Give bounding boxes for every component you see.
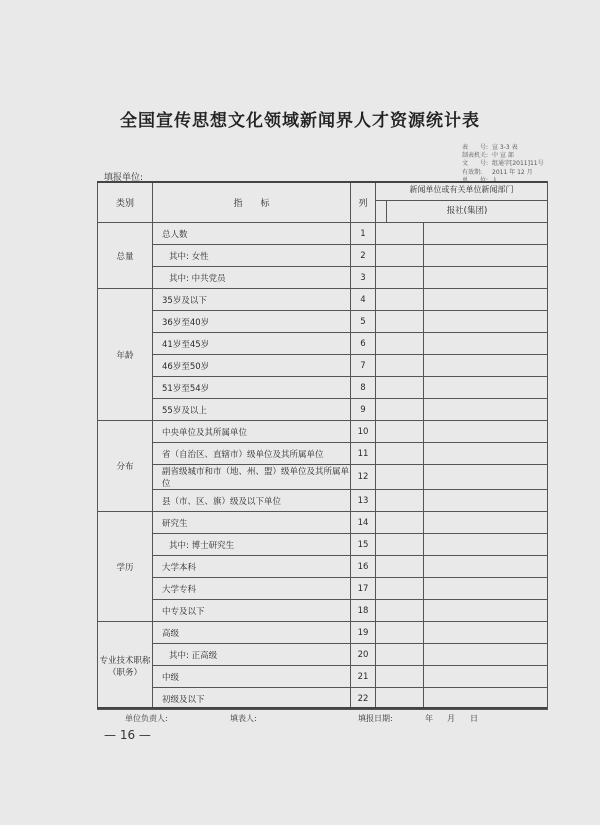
table-row	[98, 399, 548, 421]
news-dept-value-cell[interactable]	[376, 443, 424, 465]
table-row	[98, 289, 548, 311]
meta-value: 组通字[2011]11号	[492, 160, 544, 168]
indicator-cell: 其中: 女性	[153, 245, 351, 267]
table-row	[98, 556, 548, 578]
footer-unit-leader: 单位负责人:	[125, 714, 168, 723]
newspaper-value-cell[interactable]	[424, 311, 548, 333]
news-dept-value-cell[interactable]	[376, 355, 424, 377]
indicator-cell: 其中: 中共党员	[153, 267, 351, 289]
newspaper-value-cell[interactable]	[424, 578, 548, 600]
news-dept-value-cell[interactable]	[376, 512, 424, 534]
news-dept-value-cell[interactable]	[376, 421, 424, 443]
column-number-cell: 12	[351, 465, 376, 490]
column-number-cell: 21	[351, 666, 376, 688]
meta-key: 文 号:	[462, 160, 489, 168]
page-number: — 16 —	[104, 728, 151, 742]
newspaper-value-cell[interactable]	[424, 556, 548, 578]
newspaper-value-cell[interactable]	[424, 490, 548, 512]
indicator-cell: 中级	[153, 666, 351, 688]
indicator-cell: 县（市、区、旗）级及以下单位	[153, 490, 351, 512]
table-row	[98, 377, 548, 399]
table-row	[98, 223, 548, 245]
indicator-cell: 36岁至40岁	[153, 311, 351, 333]
header-category: 类别	[98, 182, 153, 223]
indicator-cell: 省（自治区、直辖市）级单位及其所属单位	[153, 443, 351, 465]
indicator-cell: 46岁至50岁	[153, 355, 351, 377]
indicator-cell: 其中: 博士研究生	[153, 534, 351, 556]
table-row	[98, 534, 548, 556]
news-dept-value-cell[interactable]	[376, 267, 424, 289]
news-dept-value-cell[interactable]	[376, 578, 424, 600]
column-number-cell: 20	[351, 644, 376, 666]
column-number-cell: 22	[351, 688, 376, 710]
header-news-units	[376, 182, 548, 223]
category-cell: 学历	[98, 512, 153, 622]
news-dept-value-cell[interactable]	[376, 289, 424, 311]
table-row	[98, 245, 548, 267]
indicator-cell: 中央单位及其所属单位	[153, 421, 351, 443]
category-cell: 专业技术职称（职务）	[98, 622, 153, 710]
news-dept-value-cell[interactable]	[376, 223, 424, 245]
indicator-cell: 副省级城市和市（地、州、盟）级单位及其所属单位	[153, 465, 351, 490]
newspaper-value-cell[interactable]	[424, 421, 548, 443]
news-dept-value-cell[interactable]	[376, 399, 424, 421]
indicator-cell: 41岁至45岁	[153, 333, 351, 355]
header-news-dept: 新闻单位或有关单位新闻部门	[376, 182, 547, 201]
category-cell: 分布	[98, 421, 153, 512]
table-row	[98, 600, 548, 622]
meta-key: 有效期:	[462, 168, 483, 176]
newspaper-value-cell[interactable]	[424, 245, 548, 267]
category-cell: 总量	[98, 223, 153, 289]
meta-key: 表 号:	[462, 144, 489, 151]
newspaper-value-cell[interactable]	[424, 355, 548, 377]
newspaper-value-cell[interactable]	[424, 333, 548, 355]
table-row	[98, 421, 548, 443]
news-dept-value-cell[interactable]	[376, 311, 424, 333]
header-column: 列	[351, 182, 376, 223]
table-row	[98, 267, 548, 289]
column-number-cell: 8	[351, 377, 376, 399]
meta-row	[462, 169, 544, 177]
newspaper-value-cell[interactable]	[424, 267, 548, 289]
newspaper-value-cell[interactable]	[424, 666, 548, 688]
news-dept-value-cell[interactable]	[376, 534, 424, 556]
table-row	[98, 465, 548, 490]
column-number-cell: 2	[351, 245, 376, 267]
news-dept-value-cell[interactable]	[376, 644, 424, 666]
column-number-cell: 7	[351, 355, 376, 377]
newspaper-value-cell[interactable]	[424, 377, 548, 399]
table-row	[98, 355, 548, 377]
newspaper-value-cell[interactable]	[424, 465, 548, 490]
column-number-cell: 4	[351, 289, 376, 311]
header-indicator: 指 标	[153, 182, 351, 223]
news-dept-value-cell[interactable]	[376, 377, 424, 399]
news-dept-value-cell[interactable]	[376, 490, 424, 512]
news-dept-value-cell[interactable]	[376, 333, 424, 355]
indicator-cell: 55岁及以上	[153, 399, 351, 421]
indicator-cell: 总人数	[153, 223, 351, 245]
indicator-cell: 51岁至54岁	[153, 377, 351, 399]
table-header-row	[98, 182, 548, 223]
meta-row	[462, 160, 544, 168]
indicator-cell: 高级	[153, 622, 351, 644]
column-number-cell: 11	[351, 443, 376, 465]
column-number-cell: 9	[351, 399, 376, 421]
meta-value: 人	[492, 176, 499, 184]
meta-row	[462, 144, 544, 152]
footer-filler: 填表人:	[230, 714, 257, 723]
meta-value: 中 宣 部	[492, 152, 514, 160]
indicator-cell: 大学专科	[153, 578, 351, 600]
indicator-cell: 中专及以下	[153, 600, 351, 622]
indicator-cell: 初级及以下	[153, 688, 351, 710]
newspaper-value-cell[interactable]	[424, 512, 548, 534]
table-row	[98, 490, 548, 512]
column-number-cell: 17	[351, 578, 376, 600]
footer-month: 月	[447, 714, 455, 723]
meta-key: 制表机关:	[462, 152, 489, 160]
column-number-cell: 14	[351, 512, 376, 534]
table-bottom-rule	[97, 707, 547, 709]
indicator-cell: 大学本科	[153, 556, 351, 578]
newspaper-value-cell[interactable]	[424, 223, 548, 245]
newspaper-value-cell[interactable]	[424, 644, 548, 666]
indicator-cell: 其中: 正高级	[153, 644, 351, 666]
table-row	[98, 333, 548, 355]
newspaper-value-cell[interactable]	[424, 289, 548, 311]
news-dept-value-cell[interactable]	[376, 465, 424, 490]
column-number-cell: 18	[351, 600, 376, 622]
table-row	[98, 644, 548, 666]
table-row	[98, 578, 548, 600]
footer-date-label: 填报日期:	[358, 714, 393, 723]
news-dept-value-cell[interactable]	[376, 666, 424, 688]
column-number-cell: 16	[351, 556, 376, 578]
reporting-unit-label: 填报单位:	[104, 173, 144, 183]
table-row	[98, 622, 548, 644]
meta-key: 单 位:	[462, 176, 489, 184]
meta-value: 2011 年 12 月	[492, 168, 533, 176]
indicator-cell: 研究生	[153, 512, 351, 534]
header-newspaper: 报社(集团)	[386, 200, 547, 222]
footer-day: 日	[470, 714, 478, 723]
column-number-cell: 13	[351, 490, 376, 512]
statistics-table	[97, 181, 548, 710]
news-dept-value-cell[interactable]	[376, 556, 424, 578]
news-dept-value-cell[interactable]	[376, 622, 424, 644]
column-number-cell: 1	[351, 223, 376, 245]
news-dept-value-cell[interactable]	[376, 600, 424, 622]
page-title: 全国宣传思想文化领域新闻界人才资源统计表	[120, 111, 480, 131]
table-top-rule	[97, 181, 547, 183]
column-number-cell: 6	[351, 333, 376, 355]
indicator-cell: 35岁及以下	[153, 289, 351, 311]
footer-year: 年	[425, 714, 433, 723]
table-row	[98, 512, 548, 534]
newspaper-value-cell[interactable]	[424, 534, 548, 556]
column-number-cell: 15	[351, 534, 376, 556]
column-number-cell: 19	[351, 622, 376, 644]
table-row	[98, 311, 548, 333]
form-metadata	[462, 144, 544, 185]
newspaper-value-cell[interactable]	[424, 600, 548, 622]
newspaper-value-cell[interactable]	[424, 443, 548, 465]
column-number-cell: 5	[351, 311, 376, 333]
table-row	[98, 443, 548, 465]
newspaper-value-cell[interactable]	[424, 622, 548, 644]
column-number-cell: 3	[351, 267, 376, 289]
newspaper-value-cell[interactable]	[424, 399, 548, 421]
table-row	[98, 666, 548, 688]
column-number-cell: 10	[351, 421, 376, 443]
category-cell: 年龄	[98, 289, 153, 421]
news-dept-value-cell[interactable]	[376, 245, 424, 267]
meta-value: 宣 3-3 表	[492, 144, 518, 151]
